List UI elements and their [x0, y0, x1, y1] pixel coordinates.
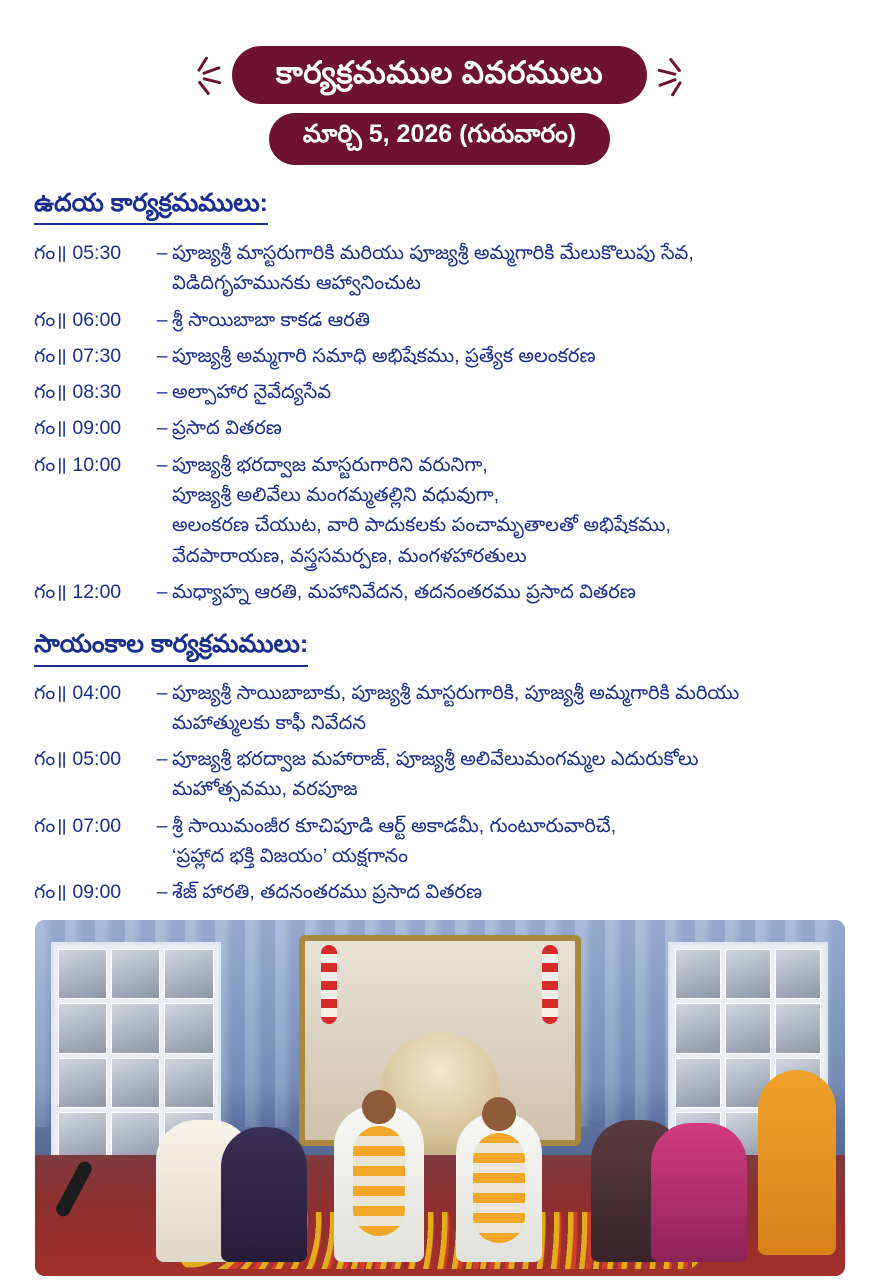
schedule-row: [34, 239, 845, 298]
schedule-description: [172, 306, 845, 334]
section-evening: [34, 628, 845, 906]
schedule-dash: –: [156, 748, 168, 771]
schedule-time: గం॥ 04:00: [34, 681, 122, 704]
bride-figure: [456, 1113, 542, 1263]
schedule-dash: –: [156, 344, 168, 367]
schedule-row: [34, 745, 845, 804]
schedule-row: [34, 306, 845, 334]
schedule-dash: –: [156, 242, 168, 265]
groom-figure: [334, 1106, 424, 1263]
schedule-row: [34, 378, 845, 406]
schedule-time: గం॥ 09:00: [34, 881, 122, 904]
garland-left-icon: [321, 945, 337, 1025]
schedule-description: [172, 745, 845, 804]
garland-right-icon: [542, 945, 558, 1025]
schedule-dash: –: [156, 308, 168, 331]
schedule-row: [34, 451, 845, 570]
schedule-dash: –: [156, 580, 168, 603]
schedule-time: గం॥ 05:30: [34, 242, 122, 265]
header: [34, 0, 845, 165]
schedule-line: పూజ్యశ్రీ భరద్వాజ మహారాజ్, పూజ్యశ్రీ అలివేలుమంగమ్మల ఎదురుకోలు: [172, 748, 699, 771]
sai-baba-idol-shrine: [299, 935, 581, 1146]
schedule-dash: –: [156, 681, 168, 704]
title-row: [172, 46, 707, 104]
schedule-line: పూజ్యశ్రీ మాస్టరుగారికి మరియు పూజ్యశ్రీ అమ్మగారికి మేలుకొలుపు సేవ,: [172, 242, 694, 265]
schedule-dash: –: [156, 814, 168, 837]
schedule-row: [34, 342, 845, 370]
schedule-row: [34, 878, 845, 906]
schedule-dash: –: [156, 453, 168, 476]
page-title: కార్యక్రమముల వివరములు: [232, 46, 647, 104]
schedule-time: గం॥ 10:00: [34, 453, 122, 476]
schedule-dash: –: [156, 417, 168, 440]
schedule-line: మహాత్ములకు కాఫీ నివేదన: [172, 711, 367, 734]
schedule-list-morning: [34, 239, 845, 606]
schedule-time: గం॥ 07:30: [34, 344, 122, 367]
schedule-description: [172, 578, 845, 606]
schedule-time: గం॥ 09:00: [34, 417, 122, 440]
priest-figure: [758, 1070, 836, 1255]
schedule-line: అల్పాహార నైవేద్యసేవ: [172, 381, 332, 404]
section-heading-evening: సాయంకాల కార్యక్రమములు:: [34, 628, 308, 667]
schedule-line: వేదపారాయణ, వస్త్రసమర్పణ, మంగళహారతులు: [172, 544, 527, 567]
devotee-figure: [651, 1123, 747, 1262]
section-morning: [34, 187, 845, 606]
schedule-line: శేజ్ హారతి, తదనంతరము ప్రసాద వితరణ: [172, 881, 483, 904]
schedule-row: [34, 679, 845, 738]
sparkle-left-icon: [172, 49, 218, 101]
event-date-badge: మార్చి 5, 2026 (గురువారం): [269, 113, 610, 165]
schedule-description: [172, 378, 845, 406]
schedule-time: గం॥ 08:30: [34, 381, 122, 404]
schedule-line: పూజ్యశ్రీ అమ్మగారి సమాధి అభిషేకము, ప్రత్యేక అలంకరణ: [172, 344, 596, 367]
schedule-time: గం॥ 06:00: [34, 308, 122, 331]
schedule-line: ప్రసాద వితరణ: [172, 417, 282, 440]
schedule-time: గం॥ 05:00: [34, 748, 122, 771]
schedule-line: మధ్యాహ్న ఆరతి, మహానివేదన, తదనంతరము ప్రసాద వితరణ: [172, 580, 636, 603]
section-heading-morning: ఉదయ కార్యక్రమములు:: [34, 187, 268, 226]
schedule-description: [172, 239, 845, 298]
schedule-dash: –: [156, 881, 168, 904]
sparkle-right-icon: [661, 49, 707, 101]
schedule-row: [34, 414, 845, 442]
schedule-line: పూజ్యశ్రీ సాయిబాబాకు, పూజ్యశ్రీ మాస్టరుగారికి, పూజ్యశ్రీ అమ్మగారికి మరియు: [172, 681, 740, 704]
schedule-line: విడిదిగృహమునకు ఆహ్వానించుట: [172, 272, 421, 295]
schedule-row: [34, 812, 845, 871]
schedule-description: [172, 679, 845, 738]
schedule-list-evening: [34, 679, 845, 907]
schedule-time: గం॥ 12:00: [34, 580, 122, 603]
schedule-row: [34, 578, 845, 606]
schedule-line: శ్రీ సాయిమంజీర కూచిపూడి ఆర్ట్ అకాడమీ, గుంటూరువారిచే,: [172, 814, 617, 837]
schedule-description: [172, 812, 845, 871]
schedule-line: అలంకరణ చేయుట, వారి పాదుకలకు పంచామృతాలతో అభిషేకము,: [172, 514, 671, 537]
schedule-description: [172, 451, 845, 570]
schedule-description: [172, 878, 845, 906]
schedule-line: మహోత్సవము, వరపూజ: [172, 778, 358, 801]
devotee-figure: [221, 1127, 307, 1262]
schedule-time: గం॥ 07:00: [34, 814, 122, 837]
schedule-description: [172, 414, 845, 442]
schedule-line: ‘ప్రహ్లాద భక్తి విజయం’ యక్షగానం: [172, 844, 409, 867]
schedule-dash: –: [156, 381, 168, 404]
event-photograph: [35, 920, 845, 1276]
schedule-description: [172, 342, 845, 370]
schedule-line: పూజ్యశ్రీ అలివేలు మంగమ్మతల్లిని వధువుగా,: [172, 484, 500, 506]
schedule-line: శ్రీ సాయిబాబా కాకడ ఆరతి: [172, 308, 370, 331]
schedule-line: పూజ్యశ్రీ భరద్వాజ మాస్టరుగారిని వరునిగా,: [172, 453, 488, 476]
